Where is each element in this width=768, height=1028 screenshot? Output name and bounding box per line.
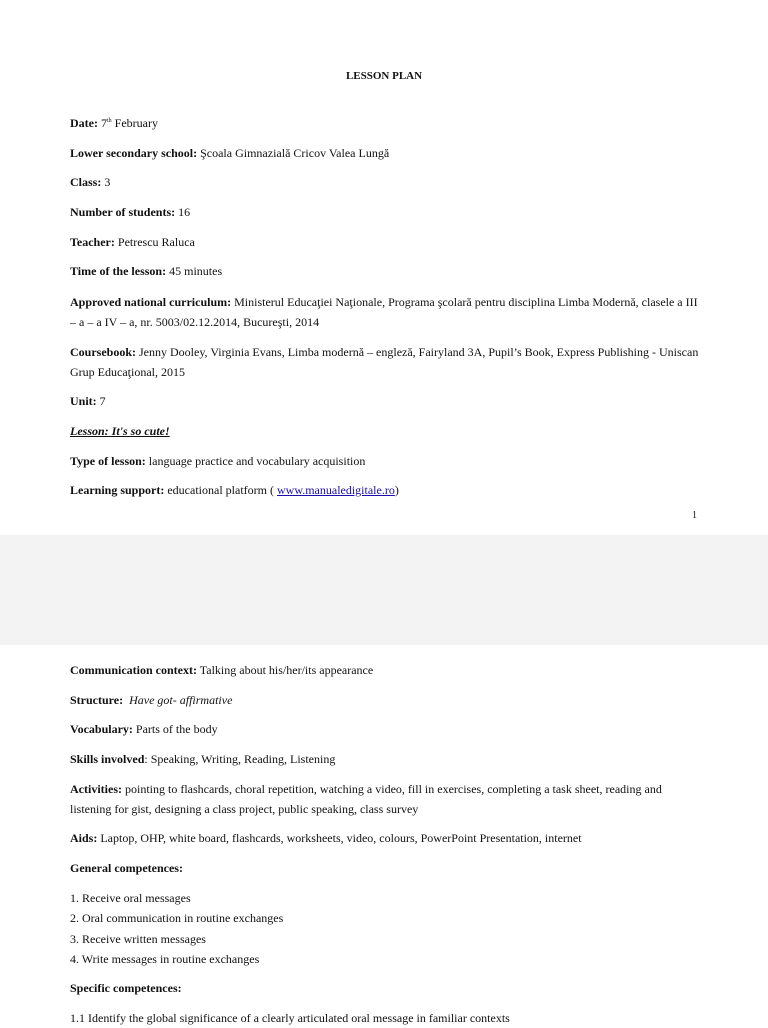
coursebook-line [70,342,700,382]
specific-heading: Specific competences: [70,981,182,995]
time-label: Time of the lesson: [70,264,167,278]
time-value: 45 minutes [166,264,223,278]
unit-value: 7 [96,394,106,408]
class-label: Class: [70,175,102,189]
context-label: Communication context: [70,663,197,677]
teacher-line [70,232,700,252]
class-value: 3 [101,175,111,189]
platform-link[interactable]: www.manualedigitale.ro [276,483,395,497]
structure-value: Have got- affirmative [129,693,233,707]
document-page-2 [0,645,768,1024]
specific-item: 1.1 Identify the global significance of a clearly articulated oral message in familiar contexts [70,1011,510,1025]
structure-label: Structure: [70,693,124,707]
unit-label: Unit: [70,394,97,408]
aids-label: Aids: [70,831,98,845]
teacher-value: Petrescu Raluca [114,235,195,249]
unit-line [70,391,700,411]
page-gap [0,535,768,645]
type-label: Type of lesson: [70,454,146,468]
school-value: Şcoala Gimnazială Cricov Valea Lungă [197,146,390,160]
curriculum-value: Ministerul Educaţiei Naţionale, Programa şcolară pentru disciplina Limba Modernă, clasele a III – a – a IV – a, nr. 5003/02.12.2014, Bucureşti, 2014 [70,295,698,329]
date-label: Date: [70,116,98,130]
support-before: educational platform ( [164,483,277,497]
list-item: 3. Receive written messages [70,932,206,946]
teacher-label: Teacher: [70,235,115,249]
activities-line [70,779,700,819]
curriculum-line [70,292,700,332]
curriculum-label: Approved national curriculum: [70,295,232,309]
general-heading: General competences: [70,861,183,875]
coursebook-label: Coursebook: [70,345,137,359]
skills-label: Skills involved [70,752,145,766]
date-day: 7 [100,116,107,130]
page-title: LESSON PLAN [345,70,423,82]
date-line [70,113,700,133]
students-value: 16 [175,205,191,219]
context-value: Talking about his/her/its appearance [196,663,374,677]
structure-line [70,690,700,710]
support-line [70,480,700,500]
support-label: Learning support: [70,483,165,497]
students-label: Number of students: [70,205,176,219]
context-line [70,660,700,680]
aids-value: Laptop, OHP, white board, flashcards, worksheets, video, colours, PowerPoint Presentation, internet [97,831,582,845]
page-number: 1 [692,510,697,521]
school-line [70,143,700,163]
support-after: ) [394,483,399,497]
type-line [70,451,700,471]
date-suffix: th [106,118,112,124]
type-value: language practice and vocabulary acquisition [145,454,366,468]
list-item: 4. Write messages in routine exchanges [70,952,260,966]
aids-line [70,828,700,848]
coursebook-value: Jenny Dooley, Virginia Evans, Limba modernă – engleză, Fairyland 3A, Pupil’s Book, Express Publishing - Uniscan Grup Educaţional, 2015 [70,345,699,379]
time-line [70,261,700,281]
skills-line [70,749,700,769]
activities-value: pointing to flashcards, choral repetition, watching a video, fill in exercises, completing a task sheet, reading and listening for gist, designing a class project, public speaking, class survey [70,782,662,816]
date-month: February [111,116,158,130]
skills-value: : Speaking, Writing, Reading, Listening [144,752,336,766]
lesson-line [70,421,700,441]
vocabulary-line [70,719,700,739]
vocabulary-label: Vocabulary: [70,722,133,736]
activities-label: Activities: [70,782,122,796]
list-item: 2. Oral communication in routine exchanges [70,911,284,925]
lesson-title: Lesson: It's so cute! [70,424,170,438]
students-line [70,202,700,222]
list-item: 1. Receive oral messages [70,891,191,905]
class-line [70,172,700,192]
vocabulary-value: Parts of the body [132,722,218,736]
school-label: Lower secondary school: [70,146,198,160]
